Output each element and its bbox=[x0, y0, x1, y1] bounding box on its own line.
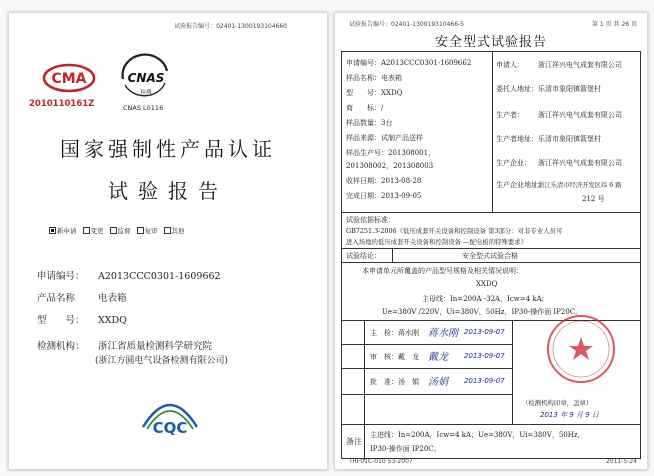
remark-line: IP30-操作面 IP20C。 bbox=[370, 445, 441, 453]
approver-date: 2013-09-07 bbox=[464, 377, 505, 385]
checkbox-icon bbox=[83, 227, 90, 234]
sample-info-line: 样品来源：试制产品送样 bbox=[346, 134, 423, 142]
table-divider bbox=[492, 52, 493, 212]
certificate-cover-page bbox=[8, 12, 328, 470]
cover-serial-number: 试验报告编号：02401-1300193104660 bbox=[174, 23, 287, 30]
report-serial-number: 试验报告编号：02401-130019310466-5 bbox=[349, 21, 465, 28]
factory-address-value-extra: 212 号 bbox=[582, 195, 605, 203]
table-divider bbox=[342, 248, 640, 249]
test-type-item[interactable]: 变更 bbox=[83, 226, 104, 235]
conclusion-label: 试验结论： bbox=[346, 252, 381, 260]
conclusion-value: 安全型式试验合格 bbox=[462, 252, 518, 260]
test-type-item[interactable]: 监督 bbox=[110, 226, 131, 235]
applicant-value: 浙江祥兴电气成套有限公司 bbox=[538, 61, 622, 69]
tester-date: 2013-09-07 bbox=[464, 328, 505, 336]
cqc-label: CQC bbox=[152, 419, 188, 437]
covered-model: XXDQ bbox=[476, 280, 498, 288]
table-divider bbox=[342, 212, 640, 213]
reviewer-date: 2013-09-07 bbox=[464, 352, 505, 360]
cnas-label: CNAS bbox=[127, 71, 165, 85]
factory-address-label: 生产企业地址： bbox=[496, 181, 545, 189]
client-address-value: 乐清市象阳镇箭堡村 bbox=[538, 85, 601, 93]
checkbox-icon bbox=[137, 227, 144, 234]
table-divider bbox=[342, 368, 512, 369]
report-title: 安全型式试验报告 bbox=[434, 35, 547, 50]
table-divider bbox=[342, 262, 640, 263]
seal-note: （检测机构印章，盖章） bbox=[522, 399, 593, 407]
cma-logo bbox=[41, 61, 97, 95]
factory-label: 生产企业： bbox=[496, 159, 531, 167]
manufacturer-value: 浙江祥兴电气成套有限公司 bbox=[538, 111, 622, 119]
model-label: 型 号： bbox=[37, 315, 85, 326]
tester-label: 主 检：蒋水刚 bbox=[370, 329, 419, 337]
seal-date: 2013 年 9 月 9 日 bbox=[540, 411, 599, 419]
applicant-label: 申请人： bbox=[496, 61, 524, 69]
report-footer-date: 2011-5-24 bbox=[605, 458, 637, 465]
application-number-field bbox=[37, 268, 221, 282]
client-address-label: 委托人地址： bbox=[496, 85, 538, 93]
product-name-field bbox=[37, 290, 127, 304]
approver-signature: 汤娟 bbox=[428, 377, 448, 388]
cnas-sub-label: 检测 bbox=[140, 90, 152, 96]
manufacturer-address-label: 生产者地址： bbox=[496, 135, 538, 143]
checkbox-icon bbox=[164, 227, 171, 234]
sample-info-line: 型 号：XXDQ bbox=[346, 89, 403, 97]
product-value: 电表箱 bbox=[98, 293, 127, 304]
report-page-number: 第 1 页 共 26 页 bbox=[592, 21, 637, 28]
test-type-item[interactable]: 复审 bbox=[137, 226, 158, 235]
sample-info-line: 样品生产号：201308001， bbox=[346, 149, 436, 157]
sample-info-line: 申请编号：A2013CCC0301-1609662 bbox=[346, 59, 472, 67]
cnas-logo bbox=[117, 53, 173, 101]
reviewer-signature: 戴龙 bbox=[428, 352, 448, 363]
model-value: XXDQ bbox=[98, 315, 127, 326]
manufacturer-address-value: 乐清市象阳镇箭堡村 bbox=[538, 135, 601, 143]
spec-line: Ue=380V /220V，Ui=380V，50Hz，IP30-操作面 IP20C。 bbox=[382, 308, 583, 316]
cover-title: 国家强制性产品认证 bbox=[60, 137, 276, 161]
manufacturer-label: 生产者： bbox=[496, 111, 524, 119]
standard-text-line: GB7251.3-2006《低压成套开关设备和控制设备 第3部分：对非专业人员可 bbox=[346, 227, 563, 235]
standard-label: 试验依据标准： bbox=[346, 216, 395, 224]
sample-info-line: 201308002，201308003 bbox=[346, 162, 434, 170]
application-value: A2013CCC0301-1609662 bbox=[98, 271, 221, 282]
official-seal-stamp bbox=[545, 313, 617, 385]
test-type-checkboxes bbox=[49, 226, 185, 235]
test-organization-field bbox=[37, 338, 212, 352]
organization-subname: (浙江方圆电气设备检测有限公司) bbox=[95, 356, 229, 366]
covered-models-heading: 本申请单元所覆盖的产品型号规格及相关情况说明： bbox=[362, 267, 523, 275]
organization-value: 浙江省质量检测科学研究院 bbox=[98, 341, 213, 352]
sample-info-line: 样品名称：电表箱 bbox=[346, 74, 402, 82]
checkbox-icon bbox=[110, 227, 117, 234]
cma-number: 2010110161Z bbox=[29, 99, 95, 109]
approver-label: 批 准：汤 娟 bbox=[370, 378, 419, 386]
cnas-code: CNAS L0116 bbox=[123, 104, 164, 112]
sample-info-line: 收样日期：2013-08-28 bbox=[346, 177, 422, 185]
table-divider bbox=[342, 394, 512, 395]
sample-info-line: 样品数量：3台 bbox=[346, 119, 393, 127]
cover-subtitle: 试验报告 bbox=[108, 179, 228, 203]
test-type-item[interactable]: 新申请 bbox=[49, 226, 77, 235]
tester-signature: 蒋水刚 bbox=[428, 328, 458, 339]
report-footer-form-code: TRF01C-010 53-2007 bbox=[349, 458, 413, 465]
report-table bbox=[341, 51, 641, 459]
organization-label: 检测机构： bbox=[37, 341, 85, 352]
table-divider bbox=[364, 320, 365, 460]
sample-info-line: 完成日期：2013-09-05 bbox=[346, 192, 422, 200]
cqc-logo bbox=[137, 387, 203, 441]
table-divider bbox=[342, 344, 512, 345]
remark-line: 主进线：In=200A，Icw=4 kA；Ue=380V，Ui=380V，50Hz， bbox=[370, 431, 585, 439]
factory-address-value: 浙江乐清市经济开发区纬 6 路 bbox=[538, 182, 622, 189]
safety-test-report-page bbox=[334, 12, 648, 470]
checkbox-icon bbox=[49, 227, 56, 234]
table-divider bbox=[392, 248, 393, 262]
test-type-item[interactable]: 其他 bbox=[164, 226, 185, 235]
factory-value: 浙江祥兴电气成套有限公司 bbox=[538, 159, 622, 167]
table-divider bbox=[342, 424, 640, 425]
standard-text-line: 进入场地的低压成套开关设备和控制设备 —配电板的特殊要求》 bbox=[346, 238, 527, 246]
remark-label: 备注 bbox=[346, 437, 362, 446]
table-divider bbox=[512, 320, 513, 424]
reviewer-label: 审 核：戴 龙 bbox=[370, 353, 419, 361]
model-field bbox=[37, 312, 127, 326]
spec-line: 主母线：In=200A -32A，Icw=4 kA; bbox=[422, 295, 544, 303]
product-label: 产品名称 bbox=[37, 293, 76, 304]
sample-info-line: 商 标：/ bbox=[346, 104, 384, 112]
cma-label: CMA bbox=[51, 71, 87, 87]
application-label: 申请编号： bbox=[37, 271, 85, 282]
